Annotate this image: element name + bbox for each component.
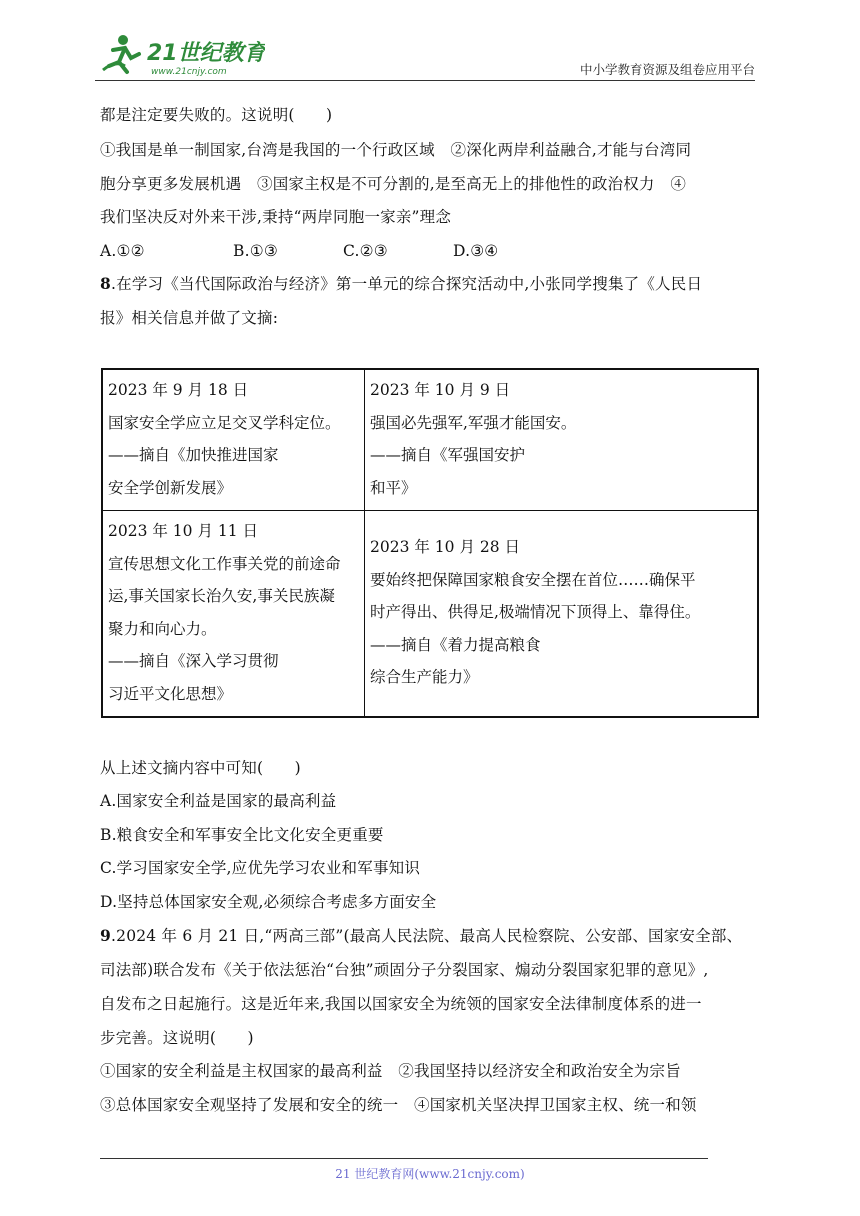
footer-divider xyxy=(100,1158,708,1159)
q7-option-c[interactable]: C.②③ xyxy=(343,242,388,260)
q7-option-b[interactable]: B.①③ xyxy=(233,242,278,260)
svg-text:21世纪教育: 21世纪教育 xyxy=(147,41,265,66)
excerpt-table xyxy=(101,368,759,718)
q7-line-2: ①我国是单一制国家,台湾是我国的一个行政区域 ②深化两岸利益融合,才能与台湾同 xyxy=(100,141,692,159)
q9-number: 9 xyxy=(100,926,111,945)
q8-option-b[interactable]: B.粮食安全和军事安全比文化安全更重要 xyxy=(100,826,384,844)
q7-option-a[interactable]: A.①② xyxy=(100,242,145,260)
q7-line-1: 都是注定要失败的。这说明( ) xyxy=(100,106,333,124)
q7-options xyxy=(100,240,498,262)
q8-stem: 从上述文摘内容中可知( ) xyxy=(100,759,301,777)
platform-name: 中小学教育资源及组卷应用平台 xyxy=(579,62,755,77)
q9-line-1: 9.2024 年 6 月 21 日,“两高三部”(最高人民法院、最高人民检察院、公安部、国家安全部、 xyxy=(100,926,743,945)
q7-option-d[interactable]: D.③④ xyxy=(453,242,499,260)
excerpt-cell: 2023 年 10 月 11 日 宣传思想文化工作事关党的前途命 运,事关国家长治久安,事关民族凝 聚力和向心力。 ——摘自《深入学习贯彻 习近平文化思想》 xyxy=(102,511,365,718)
q7-line-4: 我们坚决反对外来干涉,秉持“两岸同胞一家亲”理念 xyxy=(100,208,452,226)
q8-line-1: 8.在学习《当代国际政治与经济》第一单元的综合探究活动中,小张同学搜集了《人民日 xyxy=(100,274,703,293)
excerpt-cell: 2023 年 10 月 28 日 要始终把保障国家粮食安全摆在首位……确保平 时产得出、供得足,极端情况下顶得上、靠得住。 ——摘自《着力提高粮食 综合生产能力》 xyxy=(365,511,759,718)
q9-line-3: 自发布之日起施行。这是近年来,我国以国家安全为统领的国家安全法律制度体系的进一 xyxy=(100,995,702,1013)
footer-link[interactable]: 21 世纪教育网(www.21cnjy.com) xyxy=(335,1167,525,1181)
q7-line-3: 胞分享更多发展机遇 ③国家主权是不可分割的,是至高无上的排他性的政治权力 ④ xyxy=(100,175,687,193)
excerpt-cell: 2023 年 10 月 9 日 强国必先强军,军强才能国安。 ——摘自《军强国安护 和平》 xyxy=(365,369,759,511)
excerpt-cell: 2023 年 9 月 18 日 国家安全学应立足交叉学科定位。 ——摘自《加快推进国家 安全学创新发展》 xyxy=(102,369,365,511)
svg-text:www.21cnjy.com: www.21cnjy.com xyxy=(151,67,227,77)
q8-option-c[interactable]: C.学习国家安全学,应优先学习农业和军事知识 xyxy=(100,859,421,877)
q9-line-4: 步完善。这说明( ) xyxy=(100,1029,254,1047)
q8-option-a[interactable]: A.国家安全利益是国家的最高利益 xyxy=(100,792,337,810)
q9-line-5: ①国家的安全利益是主权国家的最高利益 ②我国坚持以经济安全和政治安全为宗旨 xyxy=(100,1062,681,1080)
site-logo xyxy=(95,30,265,82)
header-divider xyxy=(95,80,755,81)
runner-logo-icon xyxy=(95,30,265,82)
q8-number: 8 xyxy=(100,274,111,293)
q8-option-d[interactable]: D.坚持总体国家安全观,必须综合考虑多方面安全 xyxy=(100,893,437,911)
q9-line-6: ③总体国家安全观坚持了发展和安全的统一 ④国家机关坚决捍卫国家主权、统一和领 xyxy=(100,1096,697,1114)
q9-line-2: 司法部)联合发布《关于依法惩治“台独”顽固分子分裂国家、煽动分裂国家犯罪的意见》, xyxy=(100,961,709,979)
q8-line-2: 报》相关信息并做了文摘: xyxy=(100,309,279,327)
